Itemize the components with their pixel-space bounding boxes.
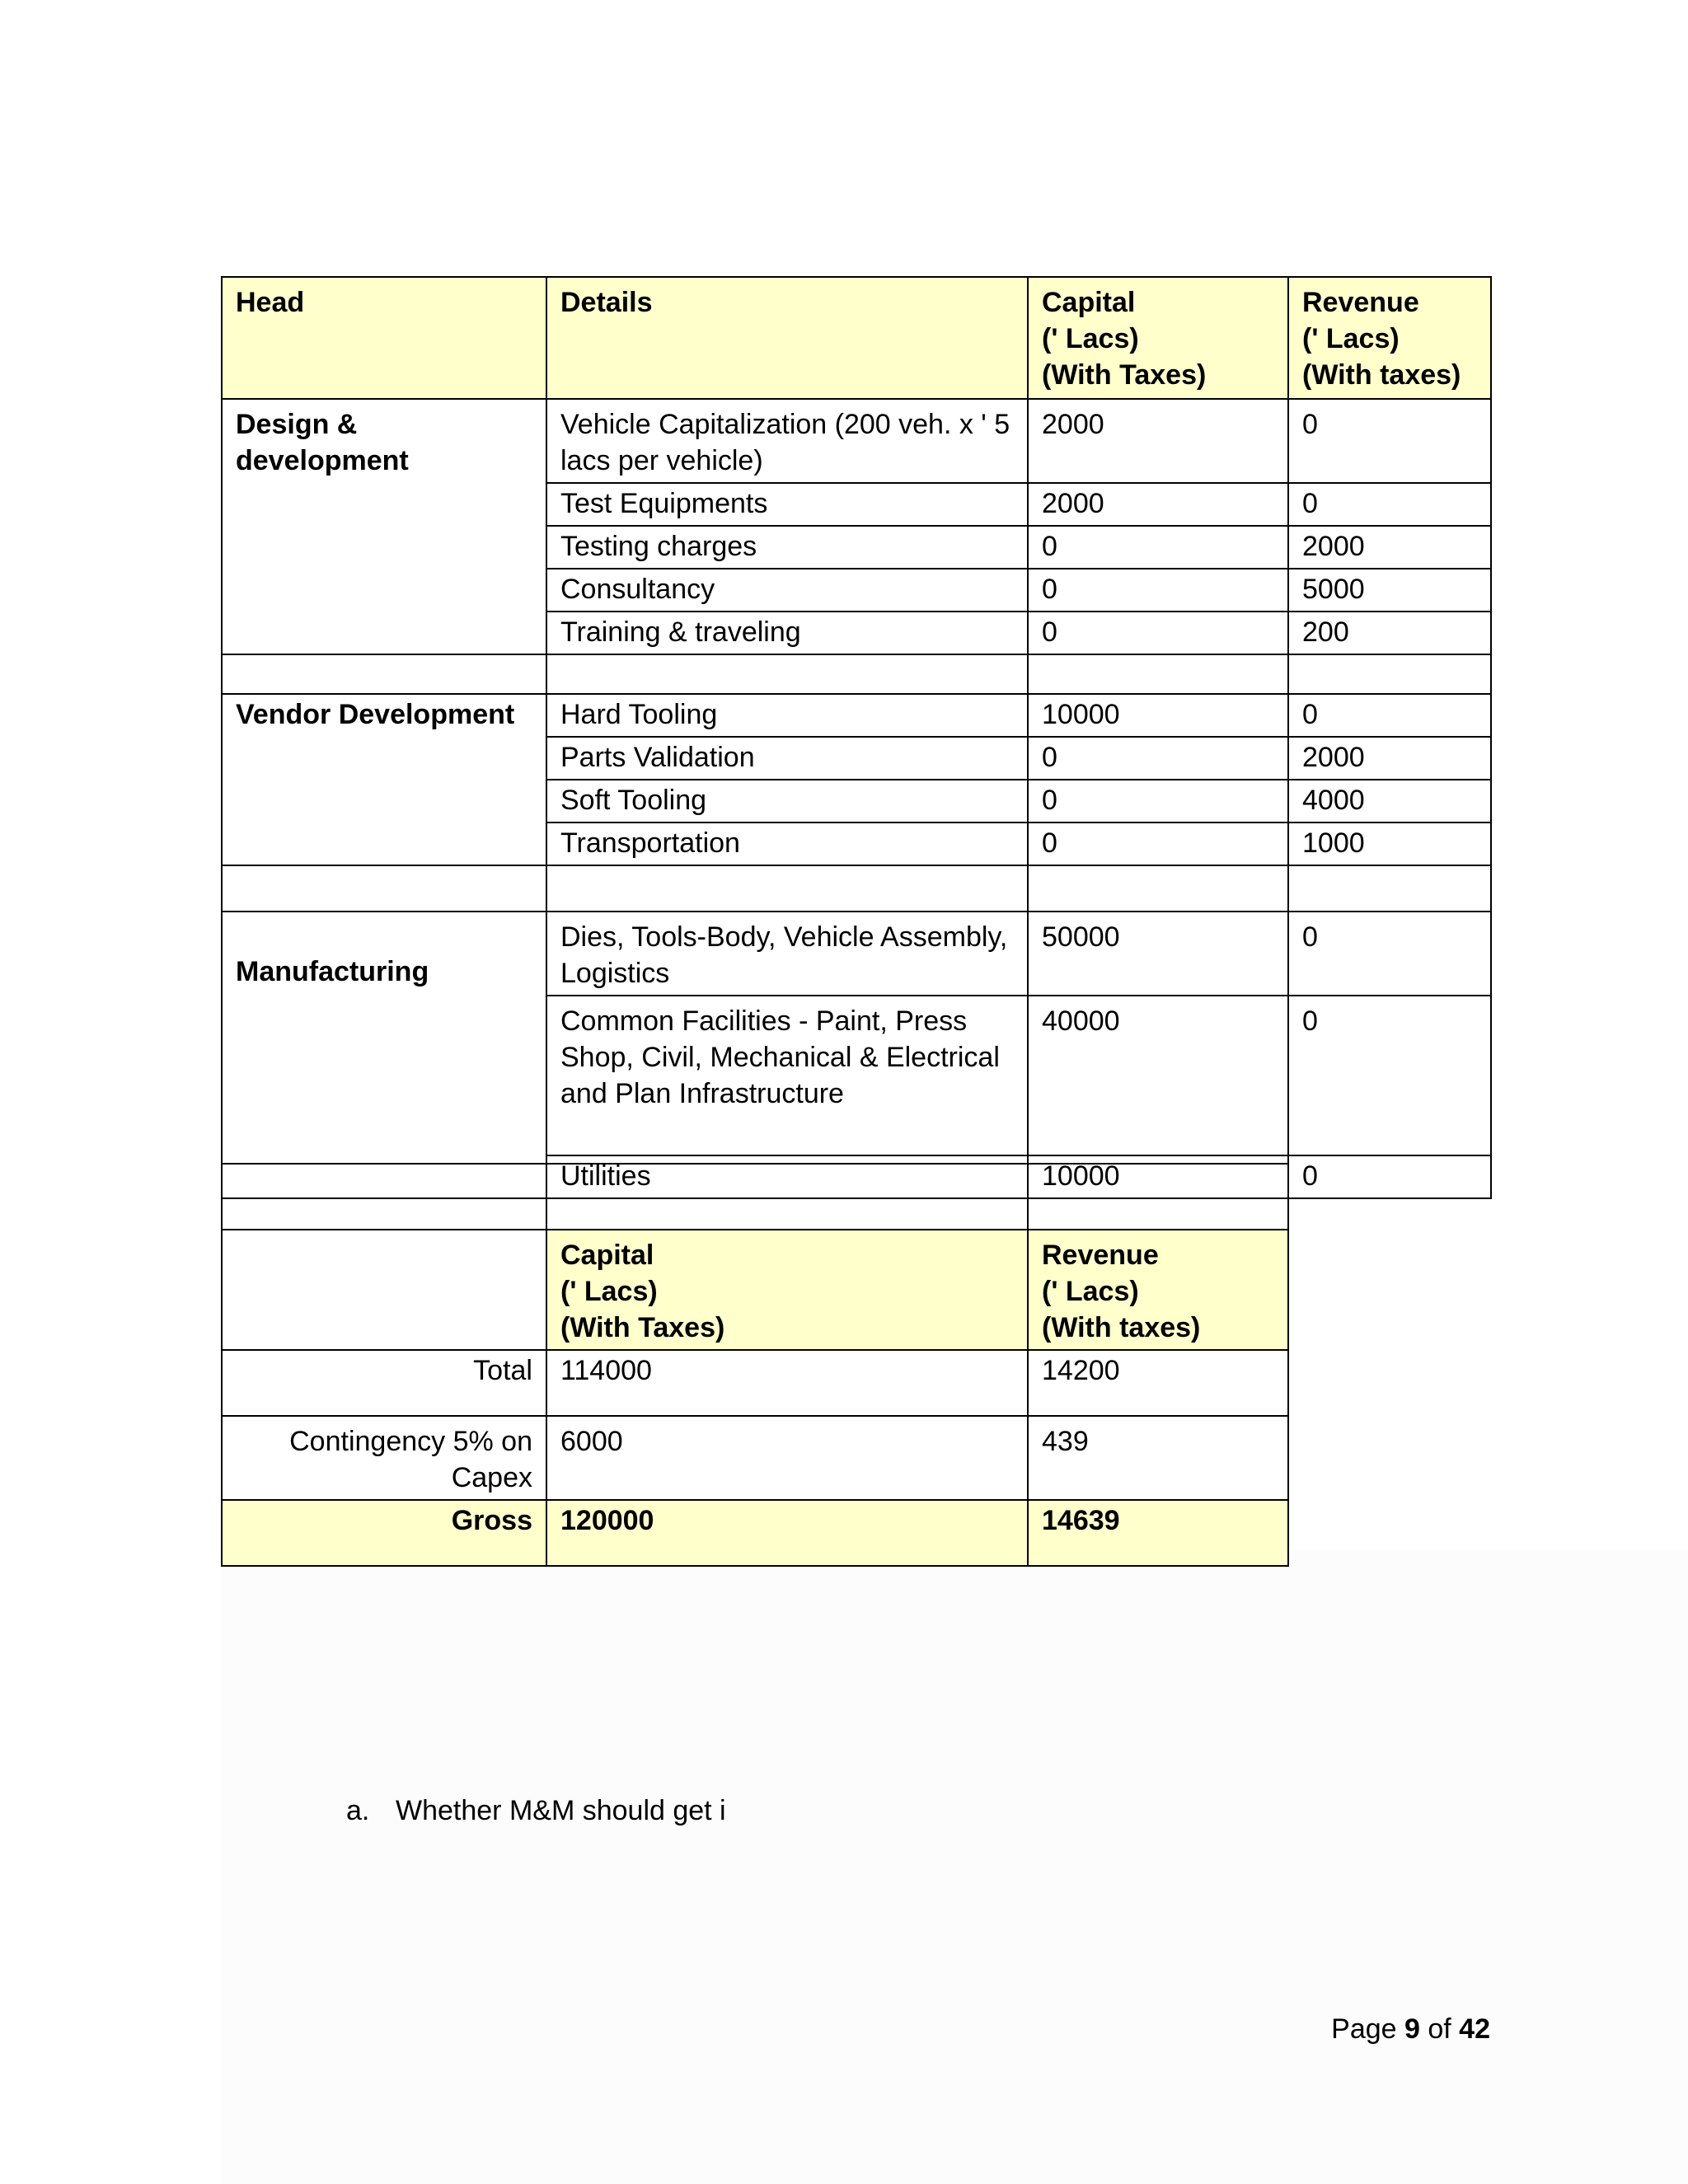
row-revenue: 1000 (1288, 823, 1491, 865)
cost-table (221, 276, 1492, 1199)
row-details: Soft Tooling (546, 780, 1028, 823)
summary-header-revenue: Revenue (' Lacs) (With taxes) (1028, 1230, 1288, 1350)
group-head-manufacturing: Manufacturing (222, 912, 546, 1198)
table-row (222, 399, 1491, 483)
page-background-shade (221, 1549, 1688, 2184)
row-details: Transportation (546, 823, 1028, 865)
row-revenue: 200 (1288, 612, 1491, 654)
header-revenue: Revenue (' Lacs) (With taxes) (1288, 277, 1491, 399)
row-capital: 0 (1028, 737, 1288, 780)
summary-revenue: 439 (1028, 1416, 1288, 1500)
row-details: Common Facilities - Paint, Press Shop, Civil, Mechanical & Electrical and Plan Infrastructure (546, 996, 1028, 1155)
row-details: Testing charges (546, 526, 1028, 569)
group-head-vendor: Vendor Development (222, 694, 546, 865)
summary-capital: 6000 (546, 1416, 1028, 1500)
row-capital: 0 (1028, 612, 1288, 654)
summary-table (221, 1163, 1289, 1567)
row-revenue: 0 (1288, 399, 1491, 483)
row-revenue: 0 (1288, 996, 1491, 1155)
summary-label: Gross (222, 1500, 546, 1566)
header-details: Details (546, 277, 1028, 399)
row-capital: 2000 (1028, 399, 1288, 483)
row-capital: 0 (1028, 823, 1288, 865)
summary-row-total (222, 1350, 1288, 1416)
row-capital: 0 (1028, 526, 1288, 569)
row-capital: 0 (1028, 780, 1288, 823)
spacer-row (222, 865, 1491, 912)
summary-row-gross (222, 1500, 1288, 1566)
summary-revenue: 14200 (1028, 1350, 1288, 1416)
summary-row-contingency (222, 1416, 1288, 1500)
summary-revenue: 14639 (1028, 1500, 1288, 1566)
row-revenue: 0 (1288, 694, 1491, 737)
row-details: Training & traveling (546, 612, 1028, 654)
header-capital: Capital (' Lacs) (With Taxes) (1028, 277, 1288, 399)
summary-header-row (222, 1230, 1288, 1350)
row-revenue: 2000 (1288, 526, 1491, 569)
list-item-note (346, 1793, 726, 1829)
row-details: Parts Validation (546, 737, 1028, 780)
row-revenue: 0 (1288, 912, 1491, 996)
row-revenue: 4000 (1288, 780, 1491, 823)
row-revenue: 0 (1288, 483, 1491, 526)
row-capital: 0 (1028, 569, 1288, 612)
summary-header-capital: Capital (' Lacs) (With Taxes) (546, 1230, 1028, 1350)
table-row (222, 694, 1491, 737)
page-total: 42 (1459, 2013, 1490, 2045)
row-capital: 2000 (1028, 483, 1288, 526)
row-capital: 10000 (1028, 1155, 1288, 1198)
row-details: Vehicle Capitalization (200 veh. x ' 5 lacs per vehicle) (546, 399, 1028, 483)
page-number: 9 (1404, 2013, 1420, 2045)
group-head-design: Design & development (222, 399, 546, 654)
summary-label: Total (222, 1350, 546, 1416)
header-head: Head (222, 277, 546, 399)
row-details: Consultancy (546, 569, 1028, 612)
row-details: Utilities (546, 1155, 1028, 1198)
list-marker: a. (346, 1795, 370, 1826)
row-capital: 10000 (1028, 694, 1288, 737)
row-revenue: 2000 (1288, 737, 1491, 780)
row-details: Test Equipments (546, 483, 1028, 526)
table-row (222, 912, 1491, 996)
spacer-row (222, 1164, 1288, 1230)
row-capital: 50000 (1028, 912, 1288, 996)
page-footer: Page 9 of 42 (1331, 2013, 1490, 2045)
summary-capital: 120000 (546, 1500, 1028, 1566)
summary-capital: 114000 (546, 1350, 1028, 1416)
row-details: Hard Tooling (546, 694, 1028, 737)
row-revenue: 0 (1288, 1155, 1491, 1198)
spacer-row (222, 654, 1491, 694)
row-capital: 40000 (1028, 996, 1288, 1155)
summary-label: Contingency 5% on Capex (222, 1416, 546, 1500)
row-details: Dies, Tools-Body, Vehicle Assembly, Logistics (546, 912, 1028, 996)
row-revenue: 5000 (1288, 569, 1491, 612)
note-text: Whether M&M should get i (396, 1795, 726, 1826)
cost-table-header-row (222, 277, 1491, 399)
